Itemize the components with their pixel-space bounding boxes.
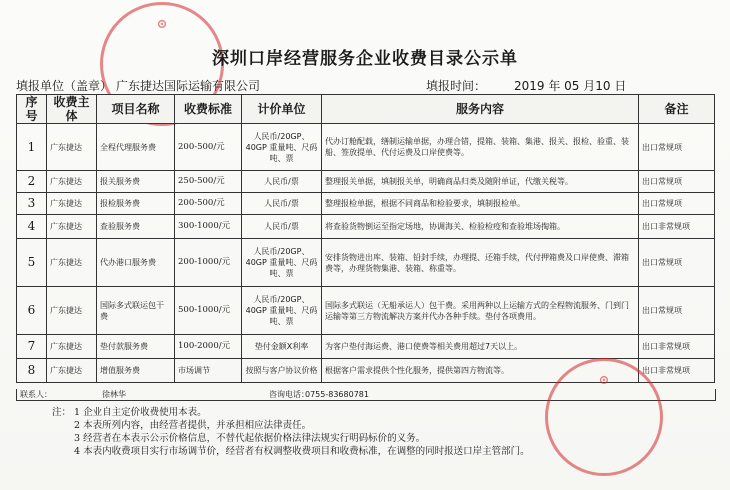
cell-item: 报检服务费 — [97, 193, 175, 215]
cell-content: 整理报关单据，填制报关单，明确商品归类及随附单证，代缴关税等。 — [322, 171, 639, 193]
filler-info-row — [16, 78, 714, 95]
note-item: 3 经营者在本表示公示价格信息，不替代起依据价格法律法规实行明码标价的义务。 — [74, 433, 426, 444]
cell-unit: 人民币/20GP、40GP 重量吨、尺码吨、票 — [242, 287, 322, 335]
header-seq: 序号 — [17, 95, 47, 124]
cell-item: 增值服务费 — [97, 359, 175, 383]
note-item: 1 企业自主定价收费使用本表。 — [74, 407, 207, 418]
filler-label: 填报单位（盖章） — [16, 79, 113, 93]
cell-subject: 广东捷达 — [47, 193, 97, 215]
cell-standard: 300-1000/元 — [175, 215, 242, 239]
cell-seq: 3 — [17, 193, 47, 215]
notes-head: 注： — [52, 407, 72, 418]
cell-standard: 500-1000/元 — [175, 287, 242, 335]
cell-seq: 2 — [17, 171, 47, 193]
cell-content: 将查验货物倒运至指定场地，协调海关、检验检疫和查验堆场掏箱。 — [322, 215, 639, 239]
cell-unit: 垫付金额X利率 — [242, 335, 322, 359]
cell-standard: 100-2000/元 — [175, 335, 242, 359]
seal-lettering: ⊙ — [598, 373, 610, 388]
cell-subject: 广东捷达 — [47, 239, 97, 287]
table-row — [17, 171, 715, 193]
cell-content: 国际多式联运（无船承运人）包干费。采用两种以上运输方式的全程物流服务、门到门运输等第三方物流解决方案并代办各种手续。垫付各项费用。 — [322, 287, 639, 335]
document-title: 深圳口岸经营服务企业收费目录公示单 — [212, 49, 518, 69]
cell-content: 整理报检单据，根据不同商品和检验要求，填制报检单。 — [322, 193, 639, 215]
cell-content: 代办订舱配载，缮制运输单据，办理合错，提箱、装箱、集港、报关、报检、验重、装船、签放提单、代付运费及口岸使费等。 — [322, 124, 639, 171]
cell-note: 出口非常规项 — [639, 215, 715, 239]
date-value: 2019 年 05 月10 日 — [514, 79, 627, 93]
cell-subject: 广东捷达 — [47, 171, 97, 193]
cell-item: 国际多式联运包干费 — [97, 287, 175, 335]
cell-note: 出口非常规项 — [639, 359, 715, 383]
cell-content: 根据客户需求提供个性化服务，提供第四方物流等。 — [322, 359, 639, 383]
cell-seq: 4 — [17, 215, 47, 239]
cell-item: 报关服务费 — [97, 171, 175, 193]
date-label: 填报时间： — [426, 79, 487, 93]
table-row — [17, 239, 715, 287]
header-content: 服务内容 — [322, 95, 639, 124]
cell-note: 出口常规项 — [639, 239, 715, 287]
cell-note: 出口非常规项 — [639, 335, 715, 359]
header-standard: 收费标准 — [175, 95, 242, 124]
fee-table — [16, 94, 715, 383]
table-row — [17, 335, 715, 359]
cell-standard: 200-1000/元 — [175, 239, 242, 287]
cell-note: 出口常规项 — [639, 287, 715, 335]
table-row — [17, 359, 715, 383]
cell-seq: 8 — [17, 359, 47, 383]
cell-seq: 5 — [17, 239, 47, 287]
cell-item: 代办港口服务费 — [97, 239, 175, 287]
cell-item: 查验服务费 — [97, 215, 175, 239]
cell-item: 全程代理服务费 — [97, 124, 175, 171]
note-item: 4 本表内收费项目实行市场调节价，经营者有权调整收费项目和收费标准，在调整的同时报送口岸主管部门。 — [74, 446, 530, 457]
notes-section — [52, 406, 700, 458]
cell-standard: 200-500/元 — [175, 193, 242, 215]
header-unit: 计价单位 — [242, 95, 322, 124]
cell-unit: 人民币/票 — [242, 215, 322, 239]
cell-unit: 按照与客户协议价格 — [242, 359, 322, 383]
note-item: 2 本表所列内容，由经营者提供，并承担相应法律责任。 — [74, 420, 312, 431]
contact-phone: 0755-83680781 — [305, 390, 369, 399]
filler-company: 广东捷达国际运输有限公司 — [116, 79, 261, 93]
contact-phone-label: 咨询电话： — [269, 390, 309, 399]
cell-content: 为客户垫付海运费、港口使费等相关费用超过7天以上。 — [322, 335, 639, 359]
cell-item: 垫付款服务费 — [97, 335, 175, 359]
cell-subject: 广东捷达 — [47, 335, 97, 359]
table-row — [17, 287, 715, 335]
cell-subject: 广东捷达 — [47, 124, 97, 171]
table-row — [17, 193, 715, 215]
cell-subject: 广东捷达 — [47, 215, 97, 239]
cell-standard: 市场调节 — [175, 359, 242, 383]
seal-lettering: ⊙ — [156, 17, 168, 32]
cell-unit: 人民币/票 — [242, 193, 322, 215]
header-note: 备注 — [639, 95, 715, 124]
table-row — [17, 124, 715, 171]
cell-unit: 人民币/票 — [242, 171, 322, 193]
cell-note: 出口常规项 — [639, 193, 715, 215]
cell-unit: 人民币/20GP、40GP 重量吨、尺码吨、票 — [242, 124, 322, 171]
cell-note: 出口常规项 — [639, 171, 715, 193]
cell-seq: 7 — [17, 335, 47, 359]
cell-seq: 6 — [17, 287, 47, 335]
header-item: 项目名称 — [97, 95, 175, 124]
cell-note: 出口常规项 — [639, 124, 715, 171]
cell-content: 安排货物进出库、装箱、铅封手续，办理提、还箱手续，代付押箱费及口岸使费、滞箱费等，办理货物集港、装箱、称重等。 — [322, 239, 639, 287]
contact-person: 徐林华 — [102, 390, 126, 399]
cell-seq: 1 — [17, 124, 47, 171]
contact-row — [16, 389, 716, 401]
cell-standard: 250-500/元 — [175, 171, 242, 193]
header-subject: 收费主体 — [47, 95, 97, 124]
cell-subject: 广东捷达 — [47, 287, 97, 335]
table-row — [17, 215, 715, 239]
cell-unit: 人民币/20GP、40GP 重量吨、尺码吨、票 — [242, 239, 322, 287]
cell-subject: 广东捷达 — [47, 359, 97, 383]
table-header-row — [17, 95, 715, 124]
cell-standard: 200-500/元 — [175, 124, 242, 171]
contact-person-label: 联系人： — [20, 390, 52, 399]
